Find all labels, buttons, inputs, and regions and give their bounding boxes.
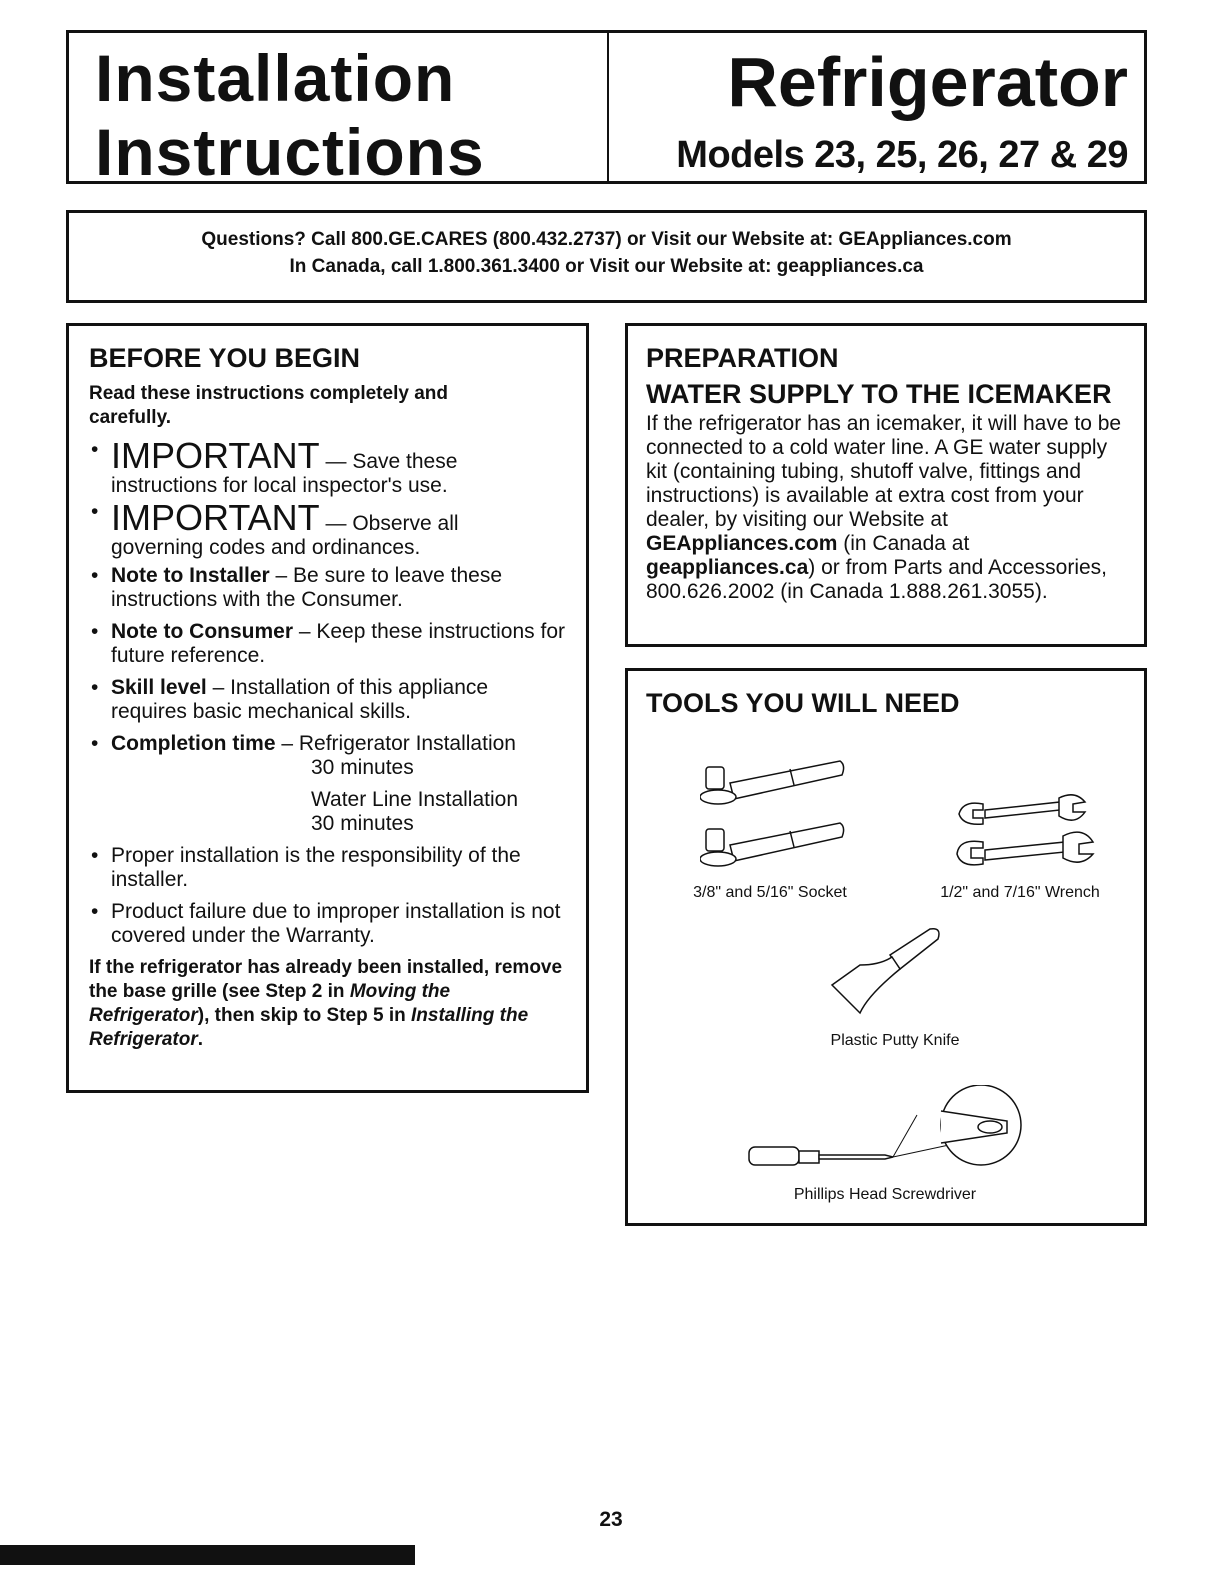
page-number: 23: [599, 1508, 623, 1531]
list-item: [89, 620, 566, 668]
item-text: – Be sure to leave these instructions with the Consumer.: [111, 564, 503, 611]
website-link[interactable]: GEAppliances.com: [646, 532, 838, 555]
note-ref: Moving the Refrigerator: [89, 981, 451, 1026]
title-line2: Instructions: [95, 115, 485, 189]
list-item: • Proper installation is the responsibility of the installer.: [89, 844, 566, 892]
item-label: Completion time: [111, 732, 276, 755]
item-text: – Installation of this appliance requires basic mechanical skills.: [111, 676, 489, 723]
wrench-icon: [955, 790, 1095, 870]
section-heading: TOOLS YOU WILL NEED: [646, 688, 960, 718]
important-item: [89, 497, 566, 560]
note-text: ), then skip to Step 5 in: [197, 1005, 411, 1026]
canada-website-link[interactable]: geappliances.ca: [646, 556, 809, 579]
title-line1: Installation: [95, 41, 456, 115]
screwdriver-icon: [745, 1085, 1030, 1175]
time-value: 30 minutes: [311, 756, 414, 779]
before-you-begin-section: [66, 323, 589, 1093]
important-text: instructions for local inspector's use.: [111, 474, 448, 497]
note-text: .: [197, 1029, 204, 1050]
socket-wrench: [700, 761, 844, 804]
tool-caption: Plastic Putty Knife: [830, 1032, 960, 1049]
product-title: Refrigerator: [727, 43, 1128, 121]
item-label: Note to Installer: [111, 564, 270, 587]
item-text: – Keep these instructions for future reference.: [111, 620, 566, 667]
footer-bar: [0, 1545, 415, 1565]
important-text: governing codes and ordinances.: [111, 536, 421, 559]
questions-line2: In Canada, call 1.800.361.3400 or Visit our Website at: geappliances.ca: [289, 256, 924, 277]
water-supply-text: [646, 412, 1126, 604]
note-ref: Installing the Refrigerator: [89, 1005, 529, 1050]
item-label: Note to Consumer: [111, 620, 294, 643]
text: If the refrigerator has an icemaker, it will have to be connected to a cold water line. A GE water supply kit (containing tubing, shutoff valve, fittings and instructions) is available at extra cost from your dealer, by visiting our Website at: [646, 412, 1122, 531]
preparation-section: [625, 323, 1147, 647]
time-value: 30 minutes: [311, 812, 414, 835]
item-label: Skill level: [111, 676, 207, 699]
tool-caption: 3/8" and 5/16" Socket: [693, 884, 847, 901]
important-text: — Observe all: [319, 512, 459, 535]
title-header: [66, 30, 1147, 189]
models-subtitle: Models 23, 25, 26, 27 & 29: [676, 134, 1128, 176]
important-label: IMPORTANT: [111, 497, 320, 538]
putty-knife-icon: [830, 925, 950, 1025]
tool-caption: 1/2" and 7/16" Wrench: [940, 884, 1100, 901]
questions-box: [66, 210, 1147, 303]
installed-note: [89, 956, 566, 1052]
section-heading: PREPARATION: [646, 343, 839, 373]
lead-text: Read these instructions completely and carefully.: [89, 383, 448, 428]
time-label: Water Line Installation: [311, 788, 518, 811]
note-text: If the refrigerator has already been installed, remove the base grille (see Step 2 in: [89, 957, 563, 1002]
list-item: [89, 732, 566, 836]
text: ) or from Parts and Accessories, 800.626.2002 (in Canada 1.888.261.3055).: [646, 556, 1108, 603]
subheading: WATER SUPPLY TO THE ICEMAKER: [646, 379, 1112, 409]
tool-caption: Phillips Head Screwdriver: [793, 1186, 977, 1203]
list-item: [89, 564, 566, 612]
important-text: — Save these: [319, 450, 458, 473]
questions-line1: Questions? Call 800.GE.CARES (800.432.2737) or Visit our Website at: GEAppliances.com: [201, 229, 1012, 250]
list-item: [89, 676, 566, 724]
header-divider: [607, 33, 609, 181]
item-text: – Refrigerator Installation: [275, 732, 516, 755]
important-item: [89, 435, 566, 498]
important-label: IMPORTANT: [111, 435, 320, 476]
section-heading: BEFORE YOU BEGIN: [89, 343, 361, 373]
text: (in Canada at: [837, 532, 970, 555]
socket-icon: [700, 755, 850, 875]
list-item: • Product failure due to improper installation is not covered under the Warranty.: [89, 900, 566, 948]
